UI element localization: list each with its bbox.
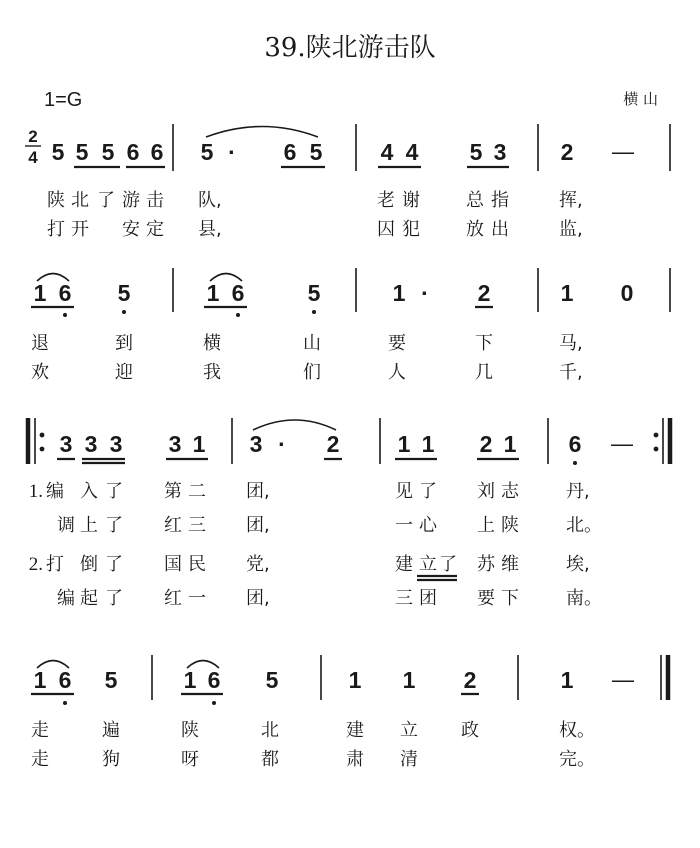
lyric-syllable: 谢 — [402, 190, 420, 211]
lyric-syllable: 三 — [188, 515, 206, 536]
note: 4 — [405, 139, 419, 165]
note: 3 — [59, 431, 73, 457]
note: 6 — [150, 139, 164, 165]
lyric-syllable: 要 — [477, 588, 495, 609]
key-signature: 1=G — [44, 89, 83, 111]
lyric-syllable: 红 — [164, 588, 182, 609]
lyric-syllable: 立 — [400, 720, 418, 741]
note: 6 — [231, 280, 245, 306]
note: 5 — [101, 139, 115, 165]
lyric-syllable: 下 — [501, 588, 519, 609]
note: 6 — [568, 431, 582, 457]
note: 6 — [58, 667, 72, 693]
repeat-dot — [654, 433, 659, 438]
lyric-syllable: 建 — [395, 554, 413, 575]
note: 5 — [200, 139, 214, 165]
lyric-syllable: 团, — [246, 588, 270, 609]
lyric-syllable: 第 — [164, 481, 182, 502]
lyric-syllable: 了 — [105, 515, 123, 536]
lyric-syllable: 北 — [71, 190, 89, 211]
verse-number: 2. — [28, 554, 43, 575]
note: 6 — [58, 280, 72, 306]
lyric-syllable: 陕 — [181, 720, 199, 741]
lyric-syllable: 走 — [31, 749, 49, 770]
augmentation-dot: · — [278, 431, 286, 457]
note: 1 — [503, 431, 517, 457]
note: 5 — [104, 667, 118, 693]
lyric-syllable: 安 — [122, 219, 140, 240]
lyric-syllable: 我 — [203, 362, 221, 383]
note: 1 — [348, 667, 362, 693]
augmentation-dot: · — [421, 280, 429, 306]
lyric-syllable: 苏 — [477, 554, 495, 575]
note: 1 — [183, 667, 197, 693]
note: 5 — [307, 280, 321, 306]
note: 5 — [51, 139, 65, 165]
lyric-syllable: 马, — [559, 333, 583, 354]
system-1 — [25, 124, 670, 240]
lyric-syllable: 几 — [475, 362, 493, 383]
lyric-syllable: 人 — [388, 362, 406, 383]
lyric-syllable: 定 — [146, 219, 164, 240]
lyric-syllable: 上 — [80, 515, 98, 536]
lyric-syllable: 志 — [501, 481, 519, 502]
lyric-syllable: 狗 — [102, 749, 120, 770]
lyric-syllable: 起 — [80, 588, 98, 609]
lyric-syllable: 权。 — [559, 720, 595, 741]
lyric-syllable: 放 — [466, 219, 484, 240]
lyric-syllable: 监, — [559, 219, 583, 240]
note: 1 — [402, 667, 416, 693]
lyric-syllable: 遍 — [102, 720, 120, 741]
lyric-syllable: 击 — [146, 190, 164, 211]
augmentation-dot: · — [228, 139, 236, 165]
note: 2 — [477, 280, 491, 306]
lyric-syllable: 都 — [261, 749, 279, 770]
lyric-syllable: 维 — [501, 554, 519, 575]
lyric-syllable: 老 — [377, 190, 395, 211]
note: 1 — [397, 431, 411, 457]
source-attribution: 横 山 — [623, 90, 658, 108]
lyric-syllable: 党, — [246, 554, 270, 575]
lyric-syllable: 一 — [395, 515, 413, 536]
lyric-syllable: 走 — [31, 720, 49, 741]
lyric-syllable: 政 — [461, 720, 479, 741]
system-4 — [31, 655, 668, 770]
time-signature-denominator: 4 — [28, 148, 38, 167]
note: 1 — [560, 280, 574, 306]
lyric-syllable: 团, — [246, 515, 270, 536]
lyric-syllable: 调 — [57, 515, 75, 536]
time-signature-numerator: 2 — [28, 127, 38, 146]
low-octave-dot — [122, 310, 126, 314]
note: 6 — [126, 139, 140, 165]
note: 3 — [493, 139, 507, 165]
slur — [206, 127, 318, 138]
lyric-syllable: 三 — [395, 588, 413, 609]
note: 5 — [117, 280, 131, 306]
lyric-syllable: 丹, — [566, 481, 590, 502]
lyric-syllable: 了 — [105, 588, 123, 609]
lyric-syllable: 了 — [97, 190, 115, 211]
lyric-syllable: 退 — [31, 333, 49, 354]
low-octave-dot — [63, 313, 67, 317]
lyric-syllable: 开 — [71, 219, 89, 240]
lyric-syllable: 犯 — [402, 219, 420, 240]
lyric-syllable: 了 — [439, 554, 457, 575]
sustain-dash: — — [612, 139, 634, 164]
lyric-syllable: 南。 — [566, 588, 602, 609]
note: 1 — [206, 280, 220, 306]
lyric-syllable: 游 — [122, 190, 140, 211]
note: 5 — [75, 139, 89, 165]
lyric-syllable: 北 — [261, 720, 279, 741]
low-octave-dot — [212, 701, 216, 705]
lyric-syllable: 陕 — [47, 190, 65, 211]
verse-number: 1. — [28, 481, 43, 502]
lyric-syllable: 二 — [188, 481, 206, 502]
lyric-syllable: 建 — [346, 720, 364, 741]
low-octave-dot — [63, 701, 67, 705]
lyric-syllable: 入 — [80, 481, 98, 502]
note: 0 — [620, 280, 634, 306]
note: 3 — [249, 431, 263, 457]
lyric-syllable: 民 — [188, 554, 206, 575]
low-octave-dot — [573, 461, 577, 465]
lyric-syllable: 国 — [164, 554, 182, 575]
repeat-dot — [654, 447, 659, 452]
lyric-syllable: 见 — [395, 481, 413, 502]
system-3 — [28, 418, 670, 609]
lyric-syllable: 总 — [466, 190, 484, 211]
repeat-dot — [40, 433, 45, 438]
note: 3 — [109, 431, 123, 457]
lyric-syllable: 完。 — [559, 749, 595, 770]
slur — [253, 420, 336, 430]
repeat-dot — [40, 447, 45, 452]
lyric-syllable: 下 — [475, 333, 493, 354]
lyric-syllable: 呀 — [181, 749, 199, 770]
lyric-syllable: 肃 — [346, 749, 364, 770]
lyric-syllable: 队, — [198, 190, 222, 211]
lyric-syllable: 囚 — [377, 219, 395, 240]
note: 6 — [207, 667, 221, 693]
lyric-syllable: 上 — [477, 515, 495, 536]
note: 1 — [192, 431, 206, 457]
lyric-syllable: 县, — [198, 219, 222, 240]
lyric-syllable: 了 — [419, 481, 437, 502]
lyric-syllable: 挥, — [559, 190, 583, 211]
lyric-syllable: 团 — [419, 588, 437, 609]
note: 2 — [560, 139, 574, 165]
lyric-syllable: 欢 — [31, 362, 49, 383]
sustain-dash: — — [611, 431, 633, 456]
lyric-syllable: 刘 — [477, 481, 495, 502]
note: 4 — [380, 139, 394, 165]
note: 3 — [84, 431, 98, 457]
lyric-syllable: 立 — [419, 554, 437, 575]
lyric-syllable: 埃, — [566, 554, 590, 575]
lyric-syllable: 红 — [164, 515, 182, 536]
note: 6 — [283, 139, 297, 165]
lyric-syllable: 山 — [303, 333, 321, 354]
note: 1 — [392, 280, 406, 306]
lyric-syllable: 北。 — [566, 515, 602, 536]
note: 5 — [309, 139, 323, 165]
note: 5 — [265, 667, 279, 693]
song-title: 39.陕北游击队 — [264, 33, 436, 63]
lyric-syllable: 们 — [303, 362, 321, 383]
note: 5 — [469, 139, 483, 165]
lyric-syllable: 陕 — [501, 515, 519, 536]
lyric-syllable: 清 — [400, 749, 418, 770]
lyric-syllable: 了 — [105, 481, 123, 502]
lyric-syllable: 编 — [46, 481, 64, 502]
lyric-syllable: 心 — [419, 515, 437, 536]
lyric-syllable: 到 — [115, 333, 133, 354]
low-octave-dot — [236, 313, 240, 317]
note: 1 — [33, 667, 47, 693]
note: 2 — [479, 431, 493, 457]
note: 1 — [560, 667, 574, 693]
sustain-dash: — — [612, 667, 634, 692]
lyric-syllable: 打 — [47, 219, 65, 240]
lyric-syllable: 要 — [388, 333, 406, 354]
note: 2 — [326, 431, 340, 457]
lyric-syllable: 倒 — [80, 554, 98, 575]
system-2 — [31, 268, 670, 383]
lyric-syllable: 了 — [105, 554, 123, 575]
note: 1 — [421, 431, 435, 457]
low-octave-dot — [312, 310, 316, 314]
note: 1 — [33, 280, 47, 306]
lyric-syllable: 横 — [203, 333, 221, 354]
lyric-syllable: 指 — [491, 190, 509, 211]
note: 2 — [463, 667, 477, 693]
lyric-syllable: 打 — [46, 554, 64, 575]
lyric-syllable: 团, — [246, 481, 270, 502]
lyric-syllable: 迎 — [115, 362, 133, 383]
lyric-syllable: 出 — [491, 219, 509, 240]
lyric-syllable: 千, — [559, 362, 583, 383]
note: 3 — [168, 431, 182, 457]
lyric-syllable: 一 — [188, 588, 206, 609]
lyric-syllable: 编 — [57, 588, 75, 609]
